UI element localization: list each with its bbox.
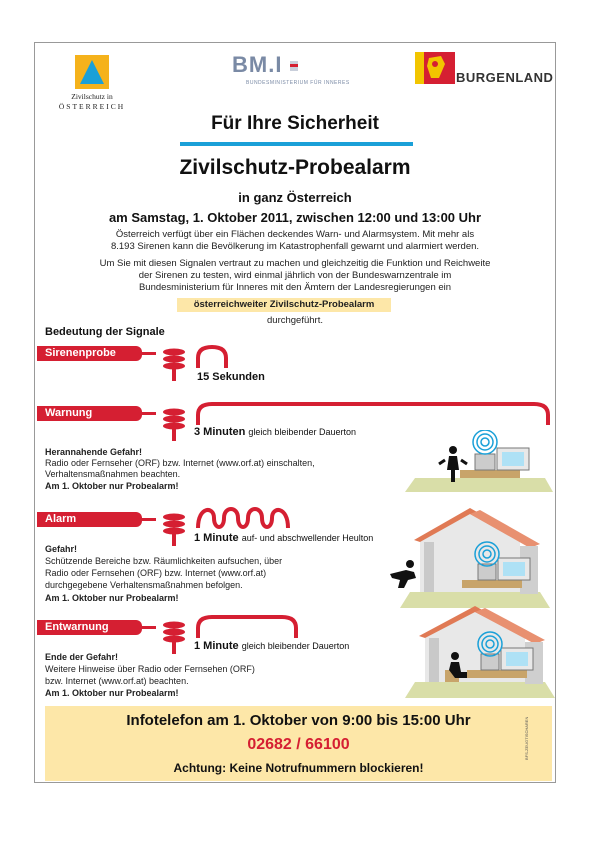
signals-heading: Bedeutung der Signale — [45, 326, 165, 338]
bmi-logo-word: BM.I — [232, 52, 283, 77]
entwarnung-line2: bzw. Internet (www.orf.at) beachten. — [45, 676, 189, 686]
duration-warnung — [194, 426, 356, 438]
siren-icon — [160, 513, 188, 552]
siren-icon — [160, 348, 188, 387]
warnung-line1: Radio oder Fernseher (ORF) bzw. Internet (www.orf.at) einschalten, — [45, 458, 315, 468]
alarm-line3: durchgegebene Verhaltensmaßnahmen befolgen. — [45, 580, 243, 590]
duration-alarm-desc: auf- und abschwellender Heulton — [241, 533, 374, 543]
burgenland-logo-word: BURGENLAND — [456, 70, 554, 85]
intro-tail: durchgeführt. — [267, 315, 323, 326]
siren-icon — [160, 621, 188, 660]
warnung-illustration — [405, 430, 553, 497]
info-warning: Achtung: Keine Notrufnummern blockieren! — [173, 761, 424, 775]
bmi-logo-sub: BUNDESMINISTERIUM FÜR INNERES — [246, 80, 350, 86]
duration-alarm — [194, 532, 373, 544]
bmi-eagle-icon — [290, 58, 298, 68]
duration-entwarnung-value: 1 Minute — [194, 640, 239, 652]
zivilschutz-logo — [72, 52, 112, 92]
intro-para1-line2: 8.193 Sirenen kann die Bevölkerung im Katastrophenfall gewarnt und alarmiert werden. — [110, 241, 480, 252]
duration-alarm-value: 1 Minute — [194, 532, 239, 544]
kicker-heading: Für Ihre Sicherheit — [211, 113, 379, 134]
tag-warnung: Warnung — [37, 406, 142, 421]
zivilschutz-label-line1: Zivilschutz in — [71, 92, 113, 101]
zivilschutz-label-line2: ÖSTERREICH — [58, 102, 126, 111]
tag-entwarnung: Entwarnung — [37, 620, 142, 635]
info-phone-number[interactable]: 02682 / 66100 — [247, 736, 350, 753]
warnung-note: Am 1. Oktober nur Probealarm! — [45, 481, 179, 491]
duration-warnung-value: 3 Minuten — [194, 426, 246, 438]
alarm-line2: Radio oder Fernsehen (ORF) bzw. Internet (www.orf.at) — [45, 568, 267, 578]
intro-highlight: österreichweiter Zivilschutz-Probealarm — [177, 298, 391, 312]
alarm-illustration — [380, 508, 552, 613]
intro-para2-line2: der Sirenen zu testen, wird einmal jährlich von der Bundeswarnzentrale im — [138, 270, 452, 281]
entwarnung-lead: Ende der Gefahr! — [45, 652, 119, 662]
siren-icon — [160, 408, 188, 447]
entwarnung-line1: Weitere Hinweise über Radio oder Fernsehen (ORF) — [45, 664, 255, 674]
tag-sirenenprobe: Sirenenprobe — [37, 346, 142, 361]
warnung-lead: Herannahende Gefahr! — [45, 447, 143, 457]
tag-alarm: Alarm — [37, 512, 142, 527]
intro-para2-line3: Bundesministerium für Inneres mit den Ämtern der Landesregierungen ein — [138, 282, 452, 293]
intro-para2-line1: Um Sie mit diesen Signalen vertraut zu machen und gleichzeitig die Funktion und Reichweite — [99, 258, 491, 269]
duration-entwarnung — [194, 640, 349, 652]
alarm-lead: Gefahr! — [45, 544, 78, 554]
duration-warnung-desc: gleich bleibender Dauerton — [248, 427, 356, 437]
warnung-line2: Verhaltensmaßnahmen beachten. — [45, 469, 181, 479]
page-subtitle: in ganz Österreich — [238, 190, 352, 205]
tag-line-alarm — [142, 518, 156, 521]
page-title: Zivilschutz-Probealarm — [179, 156, 411, 179]
entwarnung-note: Am 1. Oktober nur Probealarm! — [45, 688, 179, 698]
alarm-line1: Schützende Bereiche bzw. Räumlichkeiten aufsuchen, über — [45, 556, 283, 566]
tag-line-warnung — [142, 412, 156, 415]
burgenland-crest-icon — [415, 52, 455, 84]
tag-line-sirenenprobe — [142, 352, 156, 355]
entwarnung-illustration — [405, 606, 555, 703]
alarm-note: Am 1. Oktober nur Probealarm! — [45, 593, 179, 603]
intro-para1-line1: Österreich verfügt über ein Flächen deckendes Warn- und Alarmsystem. Mit mehr als — [115, 229, 475, 240]
side-credit: BFS-ZEUGTISCHAREN — [524, 716, 529, 760]
date-line: am Samstag, 1. Oktober 2011, zwischen 12:00 und 13:00 Uhr — [108, 210, 482, 225]
kicker-underline — [180, 142, 413, 146]
info-hotline-heading: Infotelefon am 1. Oktober von 9:00 bis 15:00 Uhr — [126, 712, 471, 729]
zivilschutz-emblem-icon — [72, 52, 112, 92]
duration-sirenenprobe: 15 Sekunden — [197, 371, 265, 383]
tag-line-entwarnung — [142, 626, 156, 629]
duration-entwarnung-desc: gleich bleibender Dauerton — [241, 641, 350, 651]
